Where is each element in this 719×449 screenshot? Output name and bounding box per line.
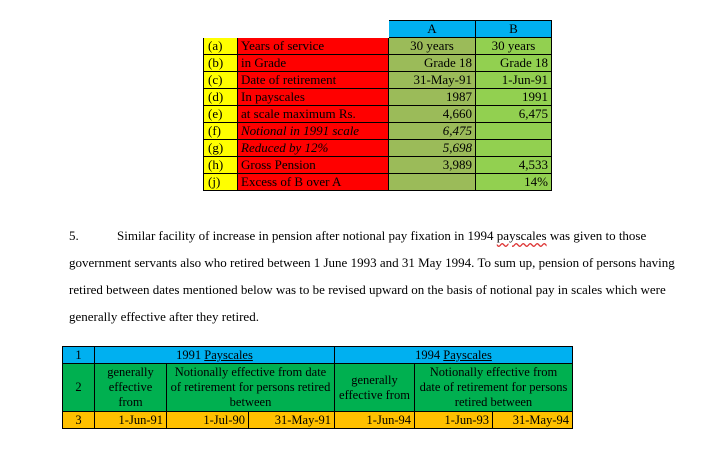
row-number: 3: [63, 412, 95, 429]
blank-cell: [204, 21, 238, 38]
value-b: 30 years: [476, 38, 552, 55]
value-a: 5,698: [389, 140, 476, 157]
date-cell: 1-Jun-94: [335, 412, 415, 429]
value-a: [389, 174, 476, 191]
row-3: [63, 412, 573, 429]
header-1991: [95, 347, 335, 364]
row-1: [63, 347, 573, 364]
value-b: [476, 123, 552, 140]
row-index: (e): [204, 106, 238, 123]
value-a: 31-May-91: [389, 72, 476, 89]
date-cell: 31-May-94: [493, 412, 573, 429]
date-cell: 1-Jun-93: [415, 412, 493, 429]
value-a: 3,989: [389, 157, 476, 174]
value-b: 1991: [476, 89, 552, 106]
row-label: in Grade: [238, 55, 389, 72]
cell-1994-effective: generally effective from: [335, 364, 415, 412]
header-1994: [335, 347, 573, 364]
column-b-header: B: [476, 21, 552, 38]
paragraph-5: [69, 222, 689, 330]
table-row: [204, 106, 552, 123]
row-2: [63, 364, 573, 412]
row-index: (h): [204, 157, 238, 174]
blank-cell: [238, 21, 389, 38]
column-a-header: A: [389, 21, 476, 38]
table-row: [204, 174, 552, 191]
row-index: (b): [204, 55, 238, 72]
header-row: [204, 21, 552, 38]
value-b: 1-Jun-91: [476, 72, 552, 89]
value-a: 30 years: [389, 38, 476, 55]
row-label: In payscales: [238, 89, 389, 106]
cell-1991-effective: generally effective from: [95, 364, 167, 412]
table-row: [204, 89, 552, 106]
spellcheck-word: payscales: [496, 228, 547, 243]
value-b: 4,533: [476, 157, 552, 174]
row-index: (d): [204, 89, 238, 106]
date-cell: 1-Jun-91: [95, 412, 167, 429]
value-b: Grade 18: [476, 55, 552, 72]
value-b: 14%: [476, 174, 552, 191]
row-label: Notional in 1991 scale: [238, 123, 389, 140]
table-row: [204, 123, 552, 140]
row-label: at scale maximum Rs.: [238, 106, 389, 123]
cell-1991-notional: Notionally effective from date of retirement for persons retired between: [167, 364, 335, 412]
header-1991-label: Payscales: [204, 348, 253, 362]
header-1991-year: 1991: [176, 348, 205, 362]
paragraph-text-2: was given to those government servants also who retired between 1 June 1993 and 31 May 1994. To sum up, pension of persons having retired between dates mentioned below was to be revised upward on the basis of notional pay in scales which were generally effective after they retired.: [69, 228, 675, 324]
row-index: (a): [204, 38, 238, 55]
row-index: (g): [204, 140, 238, 157]
value-a: Grade 18: [389, 55, 476, 72]
header-1994-year: 1994: [415, 348, 444, 362]
row-number: 1: [63, 347, 95, 364]
row-label: Reduced by 12%: [238, 140, 389, 157]
row-index: (c): [204, 72, 238, 89]
value-a: 4,660: [389, 106, 476, 123]
header-1994-label: Payscales: [443, 348, 492, 362]
paragraph-text-1: Similar facility of increase in pension after notional pay fixation in 1994: [117, 228, 497, 243]
table-row: [204, 55, 552, 72]
date-cell: 31-May-91: [249, 412, 335, 429]
value-a: 1987: [389, 89, 476, 106]
paragraph-number: 5.: [69, 228, 79, 243]
table-row: [204, 72, 552, 89]
cell-1994-notional: Notionally effective from date of retirement for persons retired between: [415, 364, 573, 412]
row-label: Date of retirement: [238, 72, 389, 89]
date-cell: 1-Jul-90: [167, 412, 249, 429]
value-b: [476, 140, 552, 157]
row-number: 2: [63, 364, 95, 412]
table-row: [204, 38, 552, 55]
table-row: [204, 157, 552, 174]
value-b: 6,475: [476, 106, 552, 123]
row-index: (f): [204, 123, 238, 140]
value-a: 6,475: [389, 123, 476, 140]
row-label: Gross Pension: [238, 157, 389, 174]
row-label: Excess of B over A: [238, 174, 389, 191]
pension-comparison-table: [203, 20, 552, 191]
row-index: (j): [204, 174, 238, 191]
table-row: [204, 140, 552, 157]
payscale-dates-table: [62, 346, 573, 429]
row-label: Years of service: [238, 38, 389, 55]
